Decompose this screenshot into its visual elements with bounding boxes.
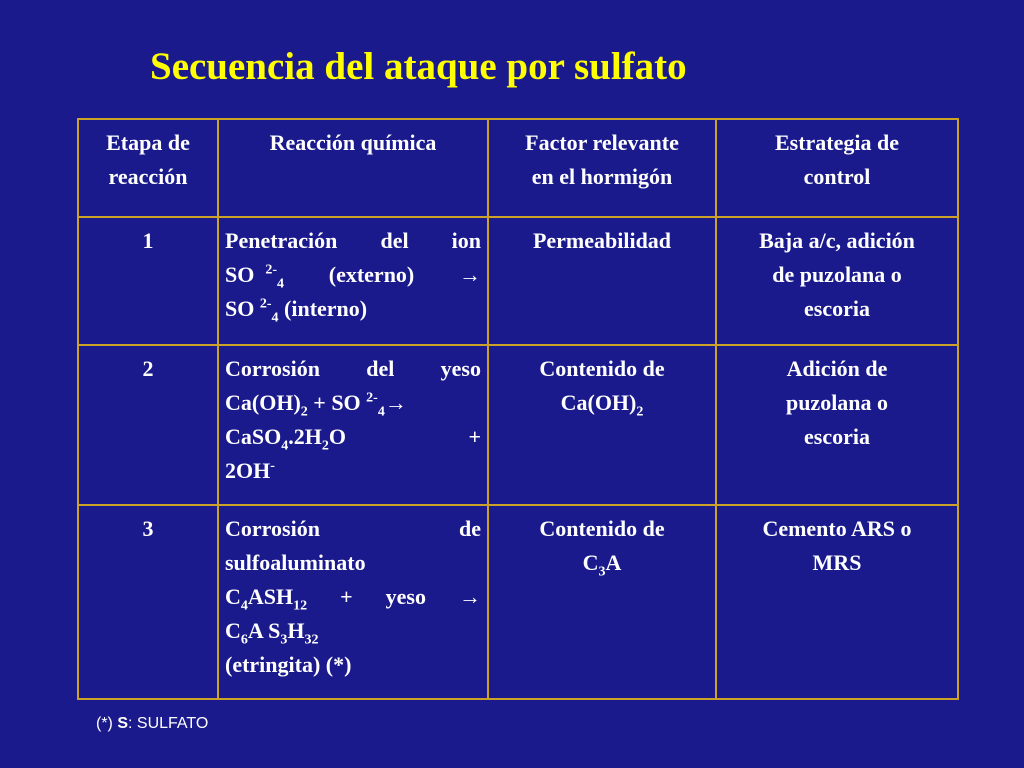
reaction-line [225, 224, 481, 258]
factor-cell: Contenido de $C_3A$ [488, 505, 716, 699]
table-row [78, 217, 958, 345]
footnote: (*) S: SULFATO [96, 715, 209, 732]
reaction-line: 2OH- [225, 458, 275, 483]
header-factor [488, 119, 716, 217]
slide-title: Secuencia del ataque por sulfato [150, 45, 687, 88]
header-estrategia-line1: Estrategia de [774, 130, 900, 155]
header-etapa-line2: reacción [108, 164, 188, 189]
etapa-cell: 1 [78, 217, 218, 345]
reaction-line: Corrosión del yeso [225, 356, 481, 381]
arrow-icon: → [458, 584, 481, 609]
factor-cell: Permeabilidad [488, 217, 716, 345]
factor-cell: Contenido de $Ca(OH)_2$ [488, 345, 716, 505]
estrategia-cell: Cemento ARS o MRS [716, 505, 958, 699]
table-row [78, 505, 958, 699]
reaction-word: (externo) [328, 262, 415, 287]
reaction-line: Corrosión de [225, 516, 481, 541]
reaction-line: sulfoaluminato [225, 550, 366, 575]
table-header-row [78, 119, 958, 217]
reaction-word: ion [451, 228, 481, 253]
estrategia-cell: Adición de puzolana o escoria [716, 345, 958, 505]
reaction-line: (etringita) (*) [225, 652, 352, 677]
reaction-line: SO $^{2-}_4$ (interno) [225, 296, 368, 326]
header-etapa-line1: Etapa de [106, 130, 190, 155]
header-factor-line2: en el hormigón [531, 164, 673, 189]
header-factor-line1: Factor relevante [525, 130, 679, 155]
header-estrategia [716, 119, 958, 217]
arrow-icon: → [458, 262, 481, 287]
reaction-cell [218, 505, 488, 699]
header-etapa [78, 119, 218, 217]
etapa-cell: 2 [78, 345, 218, 505]
reaction-cell [218, 217, 488, 345]
header-reaccion: Reacción química [218, 119, 488, 217]
arrow-icon: → [384, 390, 407, 415]
reaction-line: $CaSO_4.2H_2O$ + [225, 424, 481, 454]
estrategia-cell: Baja a/c, adición de puzolana o escoria [716, 217, 958, 345]
table-row [78, 345, 958, 505]
header-estrategia-line2: control [803, 164, 871, 189]
sulfate-attack-table [77, 118, 959, 700]
reaction-line: $C_4ASH_{12}$ + yeso → [225, 580, 481, 614]
reaction-line [225, 258, 481, 292]
reaction-line: $Ca(OH)_2$ + SO $^{2-}_4$→ [225, 390, 407, 420]
etapa-cell: 3 [78, 505, 218, 699]
reaction-word: Penetración [225, 228, 338, 253]
reaction-cell [218, 345, 488, 505]
reaction-word: del [380, 228, 409, 253]
reaction-formula: SO $^{2-}_4$ [225, 262, 285, 292]
reaction-line: $C_6A$ $S_3H_{32}$ [225, 618, 319, 648]
